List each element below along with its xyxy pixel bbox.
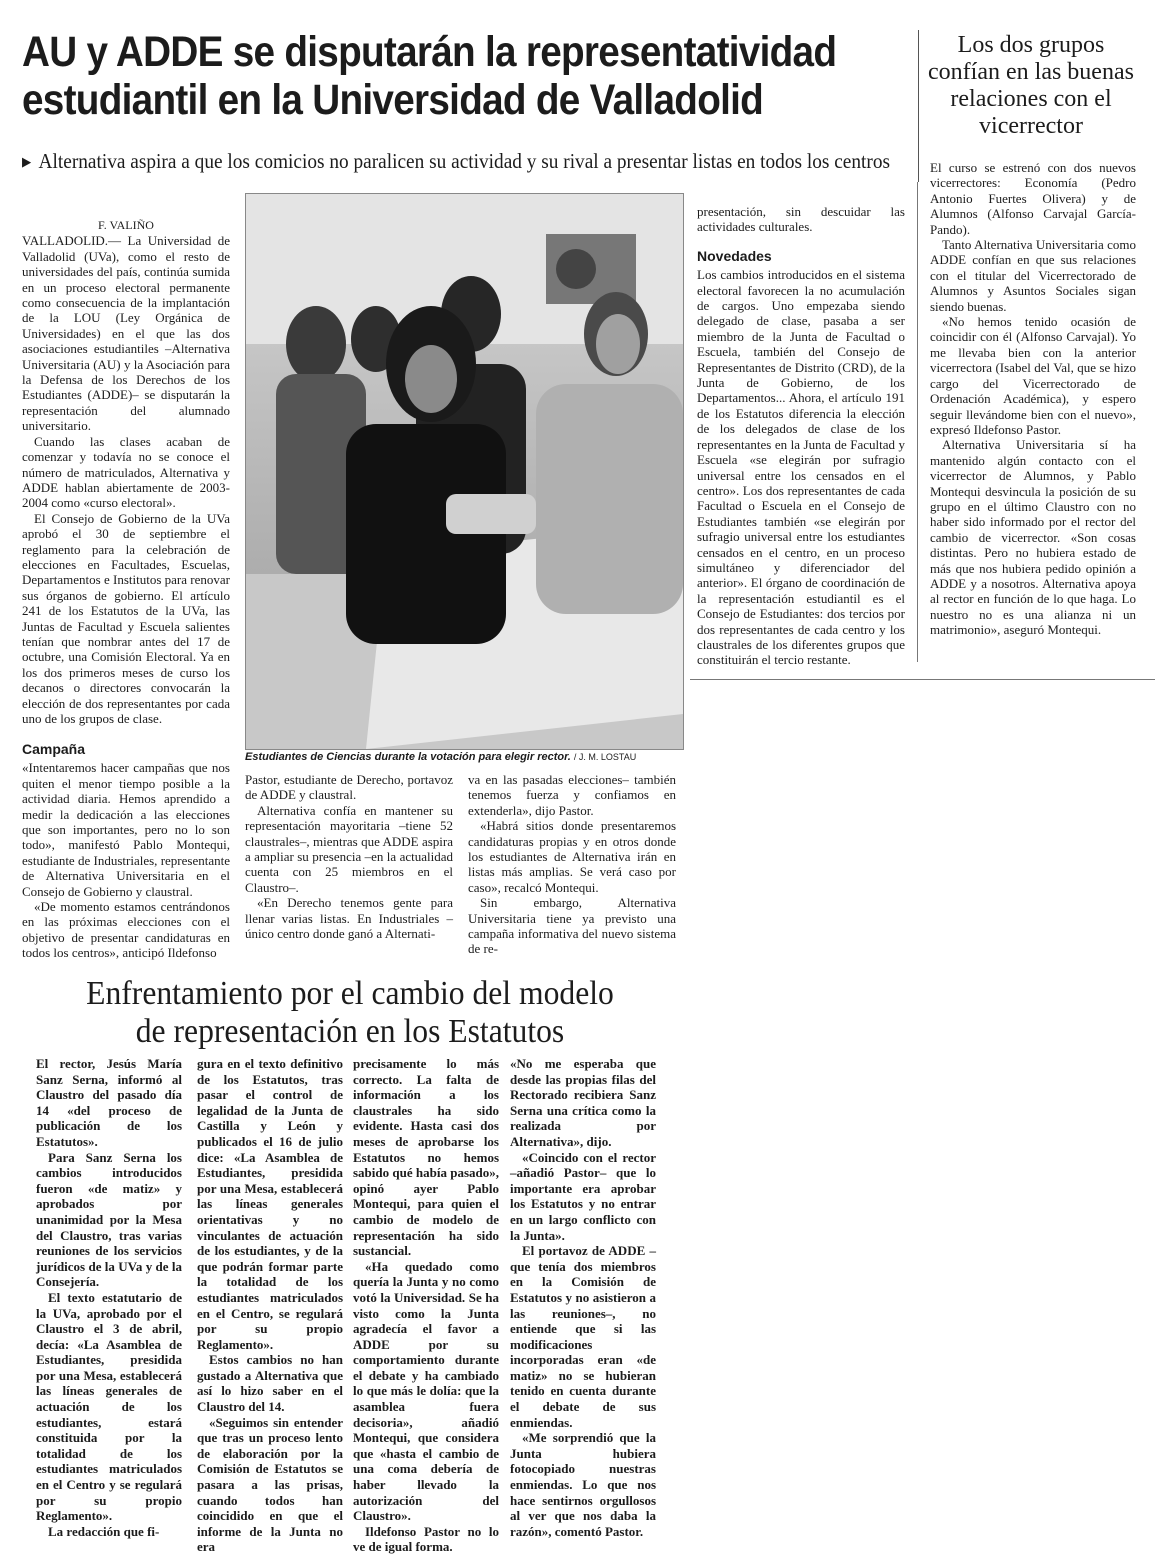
paragraph: Los cambios introducidos en el sistema electoral favorecen la no acumulación de cargos. Uno empezaba siendo delegado de clase, pasaba a ser miembro de la Junta de Facultad o Escuela, también del Consejo de Representantes de Distrito (CRD), de la Junta de Gobierno, de los Departamentos... Ahora, el artículo 191 de los Estatutos diferencia la elección de los delegados de clase de los representantes en la Junta de Facultad y Escuela «se elegirán por sufragio universal entre los censados en el centro». Los dos representantes de cada Facultad o Escuela en el Consejo de Estudiantes también «se elegirán por sufragio universal entre los estudiantes censados en el centro, en un proceso simultáneo y diferenciador del anterior». El órgano de coordinación de la representación estudiantil es el Consejo de Estudiantes: dos tercios por dos representantes de cada centro y los claustrales de los diferentes grupos que constituirán el tercio restante.: [697, 267, 905, 668]
paragraph: Alternativa confía en mantener su representación mayoritaria –tiene 52 claustrales–, mientras que ADDE aspira a ampliar su presencia –en la actualidad cuenta con 25 miembros en el Claustro–.: [245, 802, 453, 895]
sidebar-bottom-rule: [690, 679, 1155, 680]
second-article-title-line-2: de representación en los Estatutos: [135, 1013, 565, 1050]
paragraph: VALLADOLID.— La Universidad de Valladolid (UVa), como el resto de universidades del país, continúa sumida en un proceso electoral permanente como consecuencia de la implantación de la LOU (Ley Orgánica de Universidades) en el que las dos asociaciones estudiantiles –Alternativa Universitaria (AU) y la Asociación para la Defensa de los Derechos de los Estudiantes (ADDE)– se disputarán la representación del alumnado universitario.: [22, 233, 230, 434]
paragraph: Estos cambios no han gustado a Alternativa que así lo hizo saber en el Claustro del 14.: [197, 1352, 343, 1415]
paragraph: gura en el texto definitivo de los Estatutos, tras pasar el control de legalidad de la Junta de Castilla y León y publicados el 16 de julio dice: «La Asamblea de Estudiantes, presidida por una Mesa, establecerá las líneas generales orientativas y no vinculantes de actuación de los estudiantes, y de la que podrán formar parte la totalidad de los estudiantes matriculados en el Centro, se regulará por su propio Reglamento».: [197, 1056, 343, 1352]
second-article-title: [62, 975, 639, 1051]
article-column-2: [245, 772, 453, 941]
second-article-column-1: [36, 1056, 182, 1539]
paragraph: precisamente lo más correcto. La falta de información a los claustrales ha sido evidente. Hasta casi dos meses de aprobarse los Estatutos no hemos sabido qué había pasado», opinó ayer Pablo Montequi, para quien el cambio de modelo de representación ha sido sustancial.: [353, 1056, 499, 1259]
paragraph: Ildefonso Pastor no lo ve de igual forma.: [353, 1523, 499, 1555]
paragraph: «Habrá sitios donde presentaremos candidaturas propias y en otros donde los estudiantes de Alternativa irán en listas más amplias. Se verá caso por caso», recalcó Montequi.: [468, 818, 676, 895]
paragraph: Pastor, estudiante de Derecho, portavoz de ADDE y claustral.: [245, 772, 453, 803]
photo-caption-text: Estudiantes de Ciencias durante la votación para elegir rector.: [245, 751, 571, 763]
paragraph: Para Sanz Serna los cambios introducidos fueron «de matiz» y aprobados por unanimidad por la Mesa del Claustro, tras varias reuniones de los servicios jurídicos de la UVa y de la Consejería.: [36, 1149, 182, 1290]
paragraph: El curso se estrenó con dos nuevos vicerrectores: Economía (Pedro Antonio Fuertes Olivera) y de Alumnos (Alfonso Carvajal García-Pando).: [930, 160, 1136, 237]
headline: [22, 28, 837, 124]
triangle-bullet-icon: ▶: [22, 154, 32, 169]
paragraph: «No hemos tenido ocasión de coincidir con él (Alfonso Carvajal). Yo me llevaba bien con la anterior vicerrectora (Isabel del Val, que se hizo cargo del Vicerrectorado de Ordenación Académica), y espero seguir llevándome bien con el nuevo», expresó Ildefonso Pastor.: [930, 314, 1136, 437]
article-column-3: [468, 772, 676, 957]
paragraph: «Coincido con el rector –añadió Pastor– que lo importante era aprobar los Estatutos y no entrar en un largo conflicto con la Junta».: [510, 1149, 656, 1243]
students-voting-photo: [246, 194, 683, 749]
paragraph: «Me sorprendió que la Junta hubiera fotocopiado nuestras enmiendas. Lo que nos hace sentirnos orgullosos al ver que nos daba la razón», comentó Pastor.: [510, 1430, 656, 1539]
paragraph: «Ha quedado como quería la Junta y no como votó la Universidad. Se ha visto como la Junta agradecía el favor a ADDE por su comportamiento durante el debate y ha cambiado lo que más le dolía: que la asamblea fuera decisoria», añadió Montequi, que considera que «hasta el cambio de una coma debería de haber llevado la autorización del Claustro».: [353, 1258, 499, 1524]
column-divider: [918, 30, 919, 182]
photo-credit: / J. M. LOSTAU: [573, 752, 637, 762]
column-divider: [917, 182, 918, 662]
headline-line-1: AU y ADDE se disputarán la representatividad: [22, 28, 837, 76]
section-heading-novedades: Novedades: [697, 247, 772, 264]
paragraph: La redacción que fi-: [48, 1523, 160, 1539]
paragraph: va en las pasadas elecciones– también tenemos fuerza y confiamos en extenderla», dijo Pastor.: [468, 772, 676, 818]
second-article-column-4: [510, 1056, 656, 1539]
paragraph: «Intentaremos hacer campañas que nos quiten el menor tiempo posible a la actividad diaria. Hemos aprendido a medir la dedicación a las elecciones que son importantes, pero no lo son todo», manifestó Pablo Montequi, estudiante de Industriales, representante de Alternativa Universitaria en el Consejo de Gobierno y claustral.: [22, 760, 230, 899]
paragraph: Cuando las clases acaban de comenzar y todavía no se conoce el número de matriculados, Alternativa y ADDE hablan abiertamente de 2003-2004 como «curso electoral».: [22, 433, 230, 511]
article-column-4: [697, 204, 905, 668]
paragraph: «De momento estamos centrándonos en las próximas elecciones con el objetivo de presentar candidaturas en todos los centros», anticipó Ildefonso: [22, 899, 230, 961]
paragraph: Tanto Alternativa Universitaria como ADDE confían en que sus relaciones con el titular del Vicerrectorado de Alumnos y Asuntos Sociales sigan siendo buenas.: [930, 237, 1136, 314]
article-column-1-bottom: [22, 728, 230, 961]
paragraph: Sin embargo, Alternativa Universitaria tiene ya previsto una campaña informativa del nuevo sistema de re-: [468, 895, 676, 957]
paragraph: «Seguimos sin entender que tras un proceso lento de elaboración por la Comisión de Estatutos se pasara a las prisas, cuando todos han coincidido en que el informe de la Junta no era: [197, 1414, 343, 1555]
news-photo: [245, 193, 684, 750]
paragraph: presentación, sin descuidar las actividades culturales.: [697, 204, 905, 235]
section-heading-campana: Campaña: [22, 741, 86, 757]
photo-caption: [245, 751, 690, 763]
paragraph: «No me esperaba que desde las propias filas del Rectorado recibiera Sanz Serna una crítica como la realizada por Alternativa», dijo.: [510, 1056, 656, 1149]
byline: F. VALIÑO: [98, 218, 154, 232]
second-article-column-2: [197, 1056, 343, 1555]
paragraph: Alternativa Universitaria sí ha mantenido algún contacto con el vicerrector de Alumnos, y Pablo Montequi desvincula la posición de su grupo en el último Claustro con no haber sido informado por el rector del cambio de vicerrector. «Son cosas distintas. Pero no hubiera estado de más que nos hubiera pedido opinión a ADDE y a nosotros. Alternativa apoya al rector en función de lo que haga. Lo nuestro no es una alianza ni un matrimonio», aseguró Montequi.: [930, 437, 1136, 638]
sidebar-column: [930, 160, 1136, 638]
second-article-column-3: [353, 1056, 499, 1555]
subheadline: [22, 148, 905, 175]
second-article-title-line-1: Enfrentamiento por el cambio del modelo: [86, 975, 614, 1012]
subheadline-text: Alternativa aspira a que los comicios no paralicen su actividad y su rival a presentar listas en todos los centros: [38, 149, 891, 173]
paragraph: El texto estatutario de la UVa, aprobado por el Claustro el 3 de abril, decía: «La Asamblea de Estudiantes, presidida por una Mesa, establecerá las líneas generales de actuación de los estudiantes, estará constituida por la totalidad de los estudiantes matriculados en el Centro y se regulará por su propio Reglamento».: [36, 1289, 182, 1524]
paragraph: El Consejo de Gobierno de la UVa aprobó el 30 de septiembre el reglamento para la celebración de elecciones en Facultades, Escuelas, Departamentos e Institutos para renovar sus órganos de gobierno. El artículo 241 de los Estatutos de la UVa, las Juntas de Facultad y Escuela salientes tenían que nombrar antes del 17 de octubre, una Comisión Electoral. Ya en los dos primeros meses de curso los decanos o directores convocarán la elección de dos representantes por cada uno de los grupos de clase.: [22, 510, 230, 726]
paragraph: «En Derecho tenemos gente para llenar varias listas. En Industriales –único centro donde ganó a Alternati-: [245, 895, 453, 942]
article-column-1: [22, 218, 230, 726]
paragraph: El rector, Jesús María Sanz Serna, informó al Claustro del pasado día 14 «del proceso de publicación de los Estatutos».: [36, 1056, 182, 1149]
headline-line-2: estudiantil en la Universidad de Valladolid: [22, 76, 764, 124]
paragraph: El portavoz de ADDE –que tenía dos miembros en la Comisión de Estatutos y no asistieron a las reuniones–, no entiende que si las modificaciones incorporadas eran «de matiz» no se hubieran tenido en cuenta durante el debate de sus enmiendas.: [510, 1243, 656, 1430]
sidebar-title: Los dos grupos confían en las buenas relaciones con el vicerrector: [928, 32, 1134, 139]
